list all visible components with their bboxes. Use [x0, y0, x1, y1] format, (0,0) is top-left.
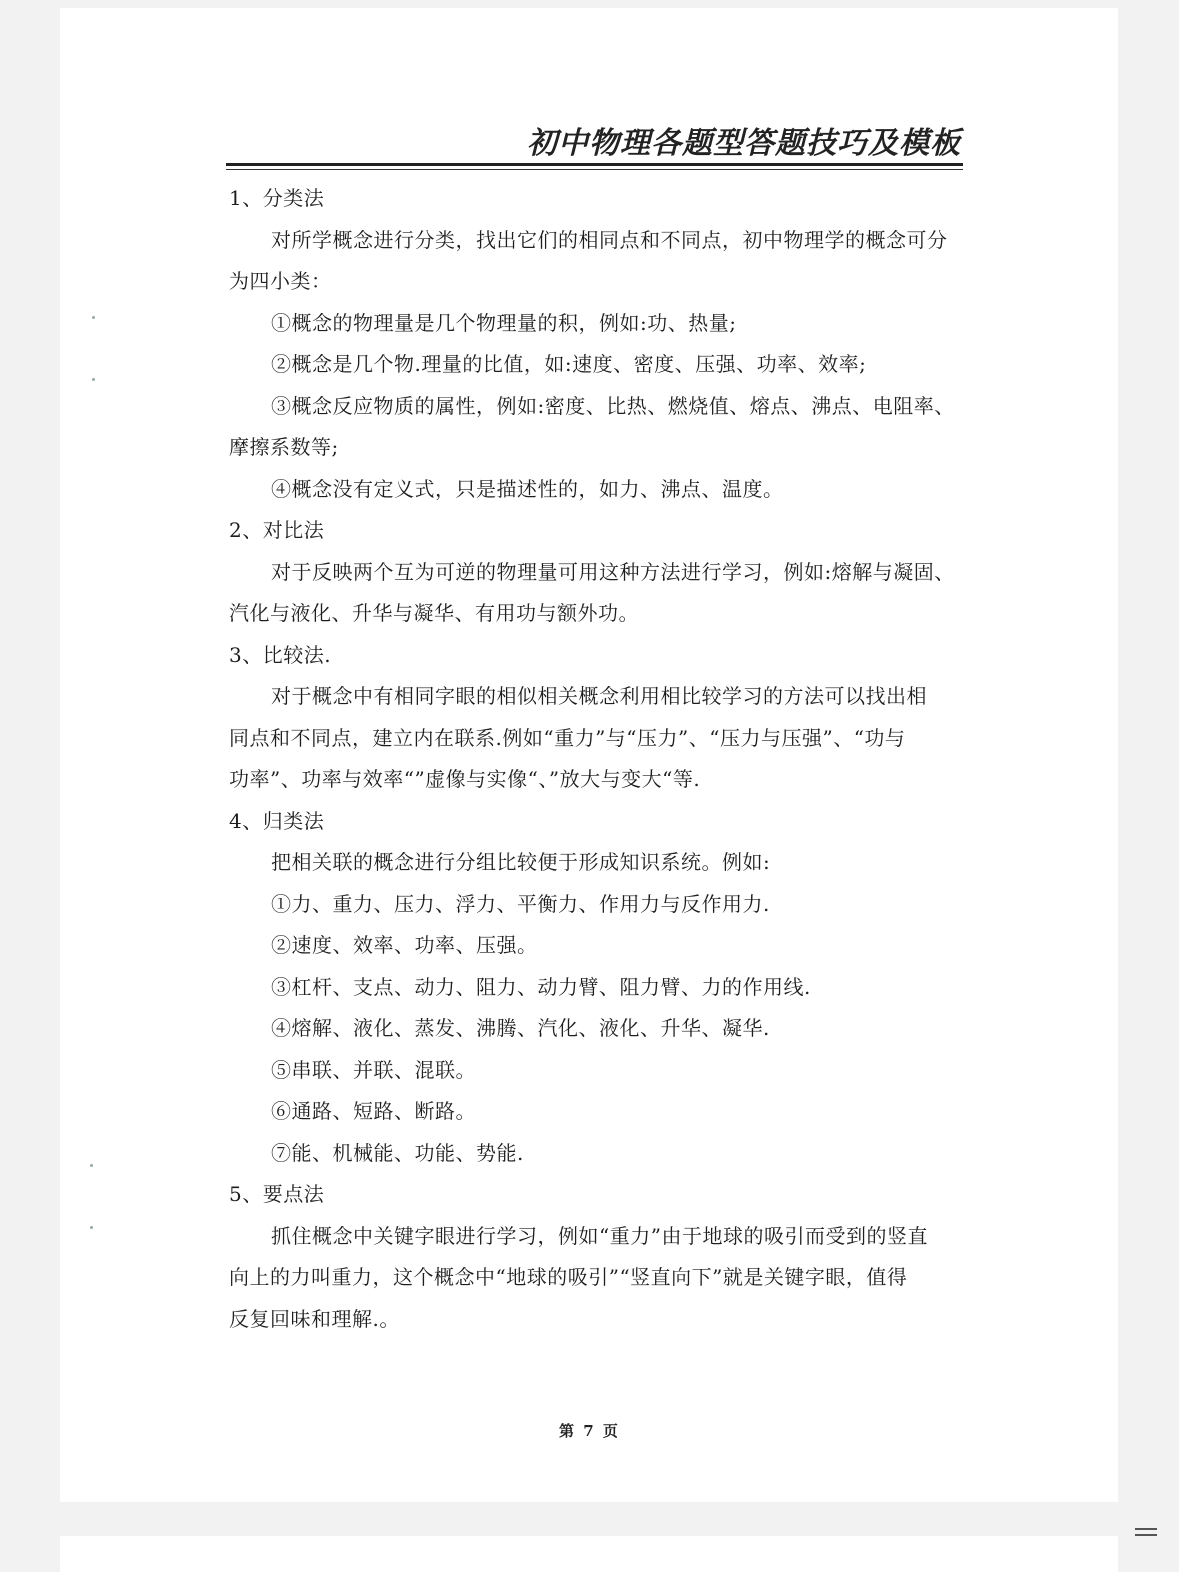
header-rule-thin: [226, 169, 963, 170]
list-item: ①概念的物理量是几个物理量的积，例如:功、热量;: [271, 310, 737, 335]
paragraph-line: 向上的力叫重力，这个概念中“地球的吸引”“竖直向下”就是关键字眼，值得: [229, 1265, 908, 1289]
header-title: 初中物理各题型答题技巧及模板: [527, 126, 961, 161]
list-item: ④概念没有定义式，只是描述性的，如力、沸点、温度。: [271, 476, 784, 501]
list-item: ②概念是几个物.理量的比值，如:速度、密度、压强、功率、效率;: [271, 352, 867, 376]
document-body: [229, 178, 969, 1340]
list-item: ⑥通路、短路、断路。: [271, 1099, 476, 1123]
paragraph-line: 同点和不同点，建立内在联系.例如“重力”与“压力”、“压力与压强”、“功与: [229, 725, 906, 750]
scan-speck: [90, 1226, 93, 1229]
section-heading: 1、分类法: [229, 186, 325, 210]
list-item: ④熔解、液化、蒸发、沸腾、汽化、液化、升华、凝华.: [271, 1016, 770, 1040]
list-item: ③概念反应物质的属性，例如:密度、比热、燃烧值、熔点、沸点、电阻率、: [271, 393, 955, 418]
section-heading: 4、归类法: [229, 808, 325, 833]
paragraph-line: 抓住概念中关键字眼进行学习，例如“重力”由于地球的吸引而受到的竖直: [271, 1223, 928, 1248]
paragraph-line: 对所学概念进行分类，找出它们的相同点和不同点，初中物理学的概念可分: [271, 227, 948, 252]
list-item: ⑦能、机械能、功能、势能.: [271, 1140, 524, 1165]
header-rule-thick: [226, 163, 963, 166]
paragraph-line: 为四小类：: [229, 269, 332, 293]
section-heading: 5、要点法: [229, 1182, 325, 1206]
section-heading: 3、比较法.: [229, 642, 332, 667]
paragraph-line: 对于概念中有相同字眼的相似相关概念利用相比较学习的方法可以找出相: [271, 684, 927, 708]
list-item: ②速度、效率、功率、压强。: [271, 933, 538, 957]
list-item-continued: 摩擦系数等;: [229, 435, 339, 459]
paragraph-line: 反复回味和理解.。: [229, 1306, 400, 1331]
paragraph-line: 把相关联的概念进行分组比较便于形成知识系统。例如:: [271, 850, 771, 874]
paragraph-line: 功率”、功率与效率“”虚像与实像“、”放大与变大“等.: [229, 767, 701, 791]
list-item: ③杠杆、支点、动力、阻力、动力臂、阻力臂、力的作用线.: [271, 974, 811, 999]
next-page-edge: [60, 1536, 1118, 1572]
page-number: 第 7 页: [559, 1422, 620, 1440]
paragraph-line: 对于反映两个互为可逆的物理量可用这种方法进行学习，例如:熔解与凝固、: [271, 559, 955, 584]
paragraph-line: 汽化与液化、升华与凝华、有用功与额外功。: [229, 601, 639, 625]
section-heading: 2、对比法: [229, 518, 325, 542]
list-item: ⑤串联、并联、混联。: [271, 1057, 476, 1082]
list-item: ①力、重力、压力、浮力、平衡力、作用力与反作用力.: [271, 891, 770, 916]
menu-icon[interactable]: [1135, 1528, 1157, 1542]
scan-speck: [90, 1164, 93, 1167]
scan-speck: [92, 378, 95, 381]
scan-speck: [92, 316, 95, 319]
